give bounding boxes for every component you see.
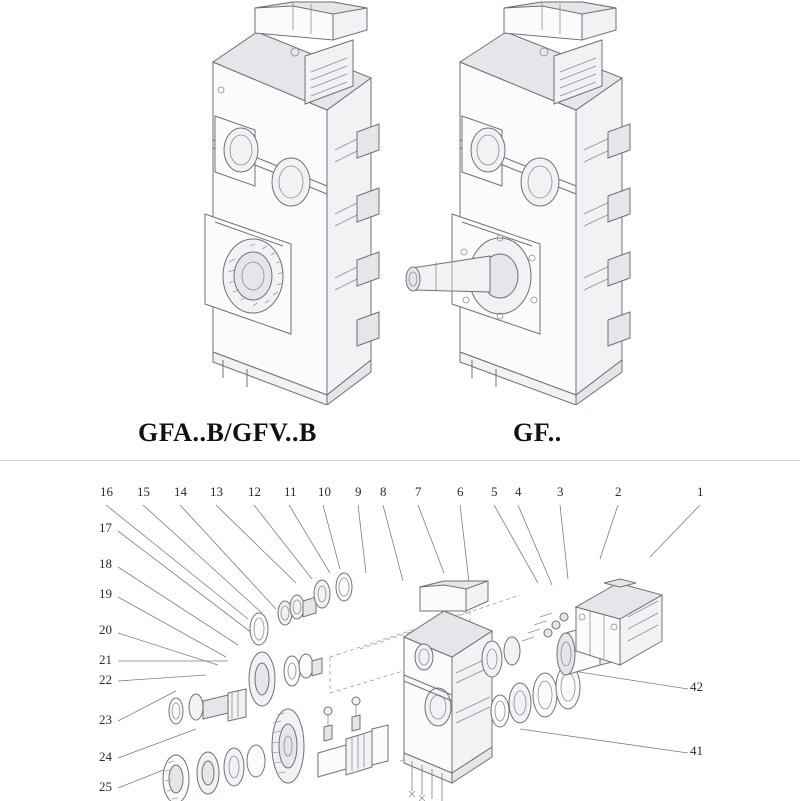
callout-2: 2 [615, 484, 622, 499]
callout-23: 23 [99, 712, 112, 727]
callout-20: 20 [99, 622, 112, 637]
callout-22: 22 [99, 672, 112, 687]
callout-12: 12 [248, 484, 261, 499]
callout-9: 9 [355, 484, 362, 499]
callout-6: 6 [457, 484, 464, 499]
gf-caption: GF.. [513, 418, 562, 447]
callout-11: 11 [284, 484, 297, 499]
exploded-parts-drawing [0, 461, 800, 801]
callout-16: 16 [100, 484, 113, 499]
callout-14: 14 [174, 484, 187, 499]
callout-41: 41 [690, 743, 703, 758]
callout-13: 13 [210, 484, 223, 499]
callout-10: 10 [318, 484, 331, 499]
callout-8: 8 [380, 484, 387, 499]
callout-1: 1 [697, 484, 704, 499]
callout-4: 4 [515, 484, 522, 499]
callout-3: 3 [557, 484, 564, 499]
callout-5: 5 [491, 484, 498, 499]
callout-18: 18 [99, 556, 112, 571]
callout-7: 7 [415, 484, 422, 499]
gf-gearbox-drawing [400, 0, 720, 405]
callout-24: 24 [99, 749, 112, 764]
callout-25: 25 [99, 779, 112, 794]
exploded-view-area [0, 460, 800, 801]
gfa-b-gfv-b-caption: GFA..B/GFV..B [138, 418, 317, 447]
callout-17: 17 [99, 520, 112, 535]
callout-42: 42 [690, 679, 703, 694]
gfa-b-gfv-b-gearbox-drawing [95, 0, 395, 405]
callout-15: 15 [137, 484, 150, 499]
callout-21: 21 [99, 652, 112, 667]
callout-19: 19 [99, 586, 112, 601]
